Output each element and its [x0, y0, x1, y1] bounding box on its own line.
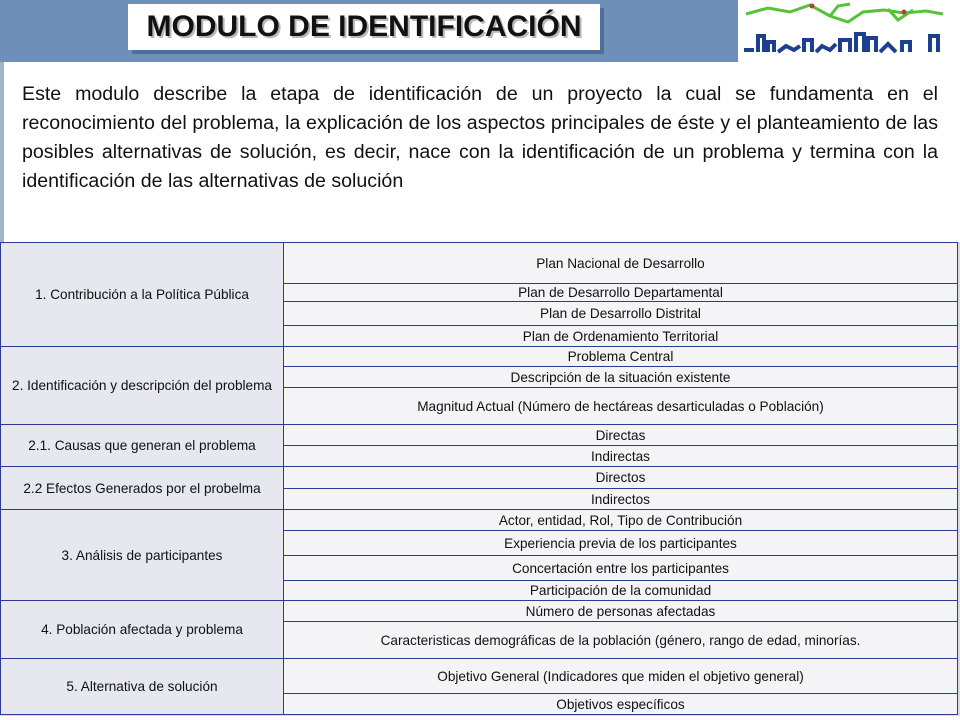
- table-row: [1, 510, 958, 531]
- item-cell: Plan de Desarrollo Distrital: [284, 302, 958, 326]
- identification-table: [0, 242, 958, 715]
- category-cell: 5. Alternativa de solución: [1, 659, 284, 715]
- table-row: [1, 467, 958, 489]
- logo-graphic: [738, 0, 960, 62]
- item-cell: Problema Central: [284, 347, 958, 367]
- left-edge-accent: [0, 62, 4, 242]
- city-skyline-logo-icon: [738, 0, 960, 62]
- table-row: [1, 243, 958, 284]
- page-title: MODULO DE IDENTIFICACIÓN: [146, 10, 582, 43]
- table-row: [1, 659, 958, 694]
- item-cell: Objetivos específicos: [284, 694, 958, 715]
- intro-paragraph: Este modulo describe la etapa de identificación de un proyecto la cual se fundamenta en el reconocimiento del problema, la explicación de los aspectos principales de éste y el planteamiento de las posibles alternativas de solución, es decir, nace con la identificación de un problema y termina con la identificación de las alternativas de solución: [22, 83, 938, 192]
- item-cell: Número de personas afectadas: [284, 601, 958, 622]
- item-cell: Plan Nacional de Desarrollo: [284, 243, 958, 284]
- category-cell: 3. Análisis de participantes: [1, 510, 284, 601]
- item-cell: Objetivo General (Indicadores que miden el objetivo general): [284, 659, 958, 694]
- item-cell: Indirectas: [284, 446, 958, 467]
- item-cell: Plan de Ordenamiento Territorial: [284, 326, 958, 347]
- item-cell: Concertación entre los participantes: [284, 556, 958, 581]
- item-cell: Caracteristicas demográficas de la población (género, rango de edad, minorías.: [284, 622, 958, 659]
- item-cell: Participación de la comunidad: [284, 581, 958, 601]
- category-cell: 4. Población afectada y problema: [1, 601, 284, 659]
- item-cell: Experiencia previa de los participantes: [284, 531, 958, 556]
- category-cell: 2.2 Efectos Generados por el probelma: [1, 467, 284, 510]
- item-cell: Indirectos: [284, 489, 958, 510]
- table-row: [1, 425, 958, 446]
- item-cell: Magnitud Actual (Número de hectáreas desarticuladas o Población): [284, 388, 958, 425]
- category-cell: 2.1. Causas que generan el problema: [1, 425, 284, 467]
- item-cell: Directos: [284, 467, 958, 489]
- category-cell: 1. Contribución a la Política Pública: [1, 243, 284, 347]
- item-cell: Actor, entidad, Rol, Tipo de Contribución: [284, 510, 958, 531]
- table-row: [1, 347, 958, 367]
- table-row: [1, 601, 958, 622]
- item-cell: Descripción de la situación existente: [284, 367, 958, 388]
- content-table-area: [0, 242, 960, 716]
- item-cell: Plan de Desarrollo Departamental: [284, 284, 958, 302]
- item-cell: Directas: [284, 425, 958, 446]
- category-cell: 2. Identificación y descripción del problema: [1, 347, 284, 425]
- title-box: [128, 4, 600, 50]
